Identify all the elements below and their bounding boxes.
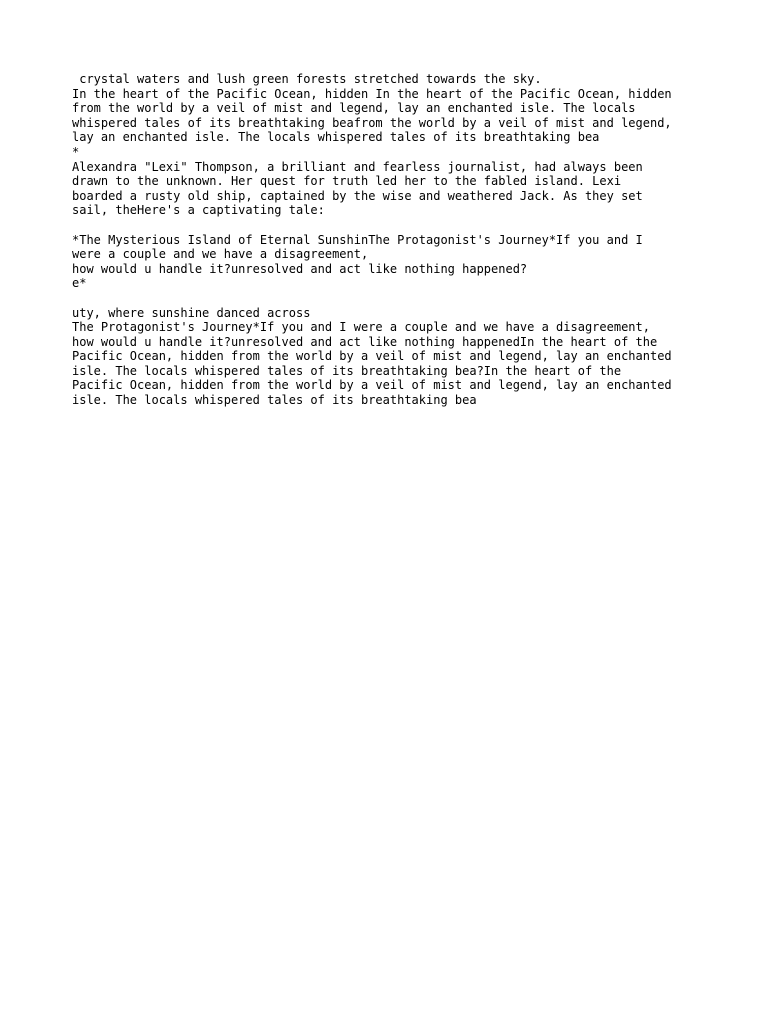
text-line: were a couple and we have a disagreement, [72,247,369,262]
text-line: uty, where sunshine danced across [72,305,311,320]
text-line: drawn to the unknown. Her quest for truth led her to the fabled island. Lexi [72,174,622,189]
text-line: how would u handle it?unresolved and act like nothing happened? [72,261,528,276]
text-line: how would u handle it?unresolved and act like nothing happenedIn the heart of the [72,334,658,349]
blank-line [72,218,712,233]
text-line: from the world by a veil of mist and legend, lay an enchanted isle. The locals [72,101,636,116]
text-line: The Protagonist's Journey*If you and I were a couple and we have a disagreement, [72,320,650,335]
text-line: boarded a rusty old ship, captained by the wise and weathered Jack. As they set [72,188,643,203]
text-line: isle. The locals whispered tales of its breathtaking bea [72,393,477,408]
text-line: Alexandra "Lexi" Thompson, a brilliant and fearless journalist, had always been [72,159,643,174]
text-line: e* [72,276,87,291]
blank-line [72,291,712,306]
text-line: crystal waters and lush green forests stretched towards the sky. [72,72,542,86]
document-page [72,72,712,408]
text-line: *The Mysterious Island of Eternal SunshinThe Protagonist's Journey*If you and I [72,232,643,247]
text-line: whispered tales of its breathtaking beafrom the world by a veil of mist and legend, [72,115,672,130]
text-line: * [72,144,80,159]
text-line: Pacific Ocean, hidden from the world by a veil of mist and legend, lay an enchanted [72,378,672,393]
text-line: sail, theHere's a captivating tale: [72,203,325,218]
text-line: isle. The locals whispered tales of its breathtaking bea?In the heart of the [72,363,622,378]
text-line: In the heart of the Pacific Ocean, hidden In the heart of the Pacific Ocean, hidden [72,86,672,101]
text-line: Pacific Ocean, hidden from the world by a veil of mist and legend, lay an enchanted [72,349,672,364]
text-line: lay an enchanted isle. The locals whispered tales of its breathtaking bea [72,130,600,145]
